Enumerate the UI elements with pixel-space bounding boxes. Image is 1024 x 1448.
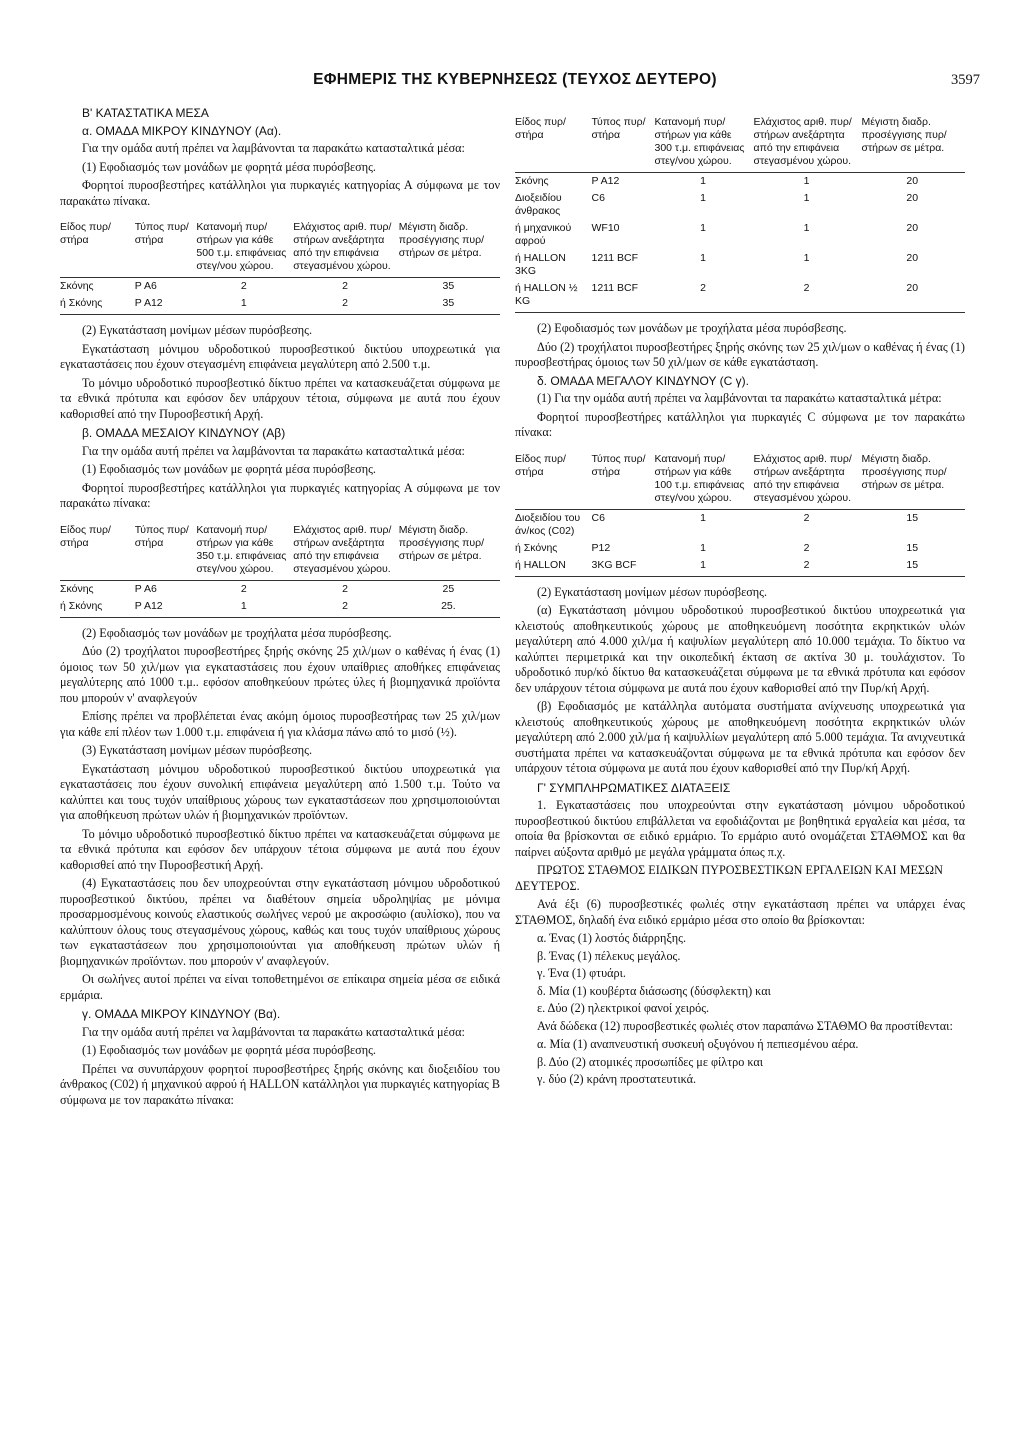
- cell-katanomi: 1: [700, 175, 706, 187]
- cell-typos: Ρ Α6: [134, 582, 157, 595]
- left-column: [60, 106, 500, 1111]
- ab-item-3-p2: Το μόνιμο υδροδοτικό πυροσβεστικό δίκτυο πρέπει να κατασκευάζεται σύμφωνα με τα εθνικά πρότυπα και εφόσον δεν υπάρχουν τέτοια σύμφωνα με αυτά που έχουν καθορισθεί από την Πυροσβεστική Αρχή.: [60, 826, 500, 872]
- table-row: [515, 540, 965, 557]
- cell-typos: Ρ Α12: [135, 598, 197, 618]
- cell-eidos: Σκόνης: [60, 280, 94, 292]
- th-katanomi: Κατανομή πυρ/στήρων για κάθε 500 τ.μ. επιφάνειας στεγ/νου χώρου.: [196, 221, 293, 278]
- cell-katanomi: 2: [240, 582, 247, 595]
- list-item: β. Ένας (1) πέλεκυς μεγάλος.: [537, 948, 681, 963]
- aa-item-1-text: Φορητοί πυροσβεστήρες κατάλληλοι για πυρκαγιές κατηγορίας Α σύμφωνα με τον παρακάτω πίνακα.: [60, 178, 500, 208]
- th-elaxistos: Ελάχιστος αριθ. πυρ/στήρων ανεξάρτητα από την επιφάνεια στεγασμένου χώρου.: [754, 116, 862, 173]
- cell-eidos: ή HALLON: [515, 557, 592, 577]
- table-row: [60, 278, 500, 296]
- extinguisher-table-ba: [515, 116, 965, 313]
- c-item-2-b: (β) Εφοδιασμός με κατάλληλα αυτόματα συστήματα ανίχνευσης υποχρεωτικά για κλειστούς αποθηκευτικούς χώρους με αποθηκευόμενη ποσότητα εκρηκτικών υλών μεγαλύτερη από 2.000 χιλ/μα ή καψυλλίων μεγαλύτερη από 5.000 τεμάχια. Τα ανιχνευτικά συστήματα πρέπει να κατασκευάζονται σύμφωνα με τα εθνικά πρότυπα και εφόσον δεν υπάρχουν τέτοια σύμφωνα με αυτά που έχουν καθορισθεί από την Πυρ/κή Αρχή.: [515, 699, 965, 775]
- cell-megisti: 25: [442, 582, 455, 595]
- cell-megisti: 35: [399, 295, 500, 315]
- list-item: α. Ένας (1) λοστός διάρρηξης.: [537, 931, 687, 945]
- cell-katanomi: 1: [196, 598, 293, 618]
- cell-typos: P12: [591, 541, 611, 554]
- table-row: [60, 598, 500, 618]
- cell-katanomi: 1: [700, 192, 706, 204]
- group-heading-ba: γ. ΟΜΑΔΑ ΜΙΚΡΟΥ ΚΙΝΔΥΝΟΥ (Βα).: [82, 1007, 281, 1021]
- station-title: ΠΡΩΤΟΣ ΣΤΑΘΜΟΣ ΕΙΔΙΚΩΝ ΠΥΡΟΣΒΕΣΤΙΚΩΝ ΕΡΓΑΛΕΙΩΝ ΚΑΙ ΜΕΣΩΝ ΔΕΥΤΕΡΟΣ.: [515, 863, 943, 893]
- th-typos: Τύπος πυρ/στήρα: [135, 221, 197, 278]
- th-megisti: Μέγιστη διαδρ. προσέγγισης πυρ/στήρων σε μέτρα.: [862, 116, 966, 173]
- cell-katanomi: 1: [700, 252, 706, 264]
- c-item-1: (1) Για την ομάδα αυτή πρέπει να λαμβάνονται τα παρακάτω κατασταλτικά μέτρα:: [537, 391, 942, 405]
- cell-eidos: ή HALLON 3KG: [515, 252, 566, 277]
- th-typos: Τύπος πυρ/στήρα: [592, 453, 655, 510]
- table-row: [515, 250, 965, 280]
- cell-typos: 1211 BCF: [592, 280, 655, 313]
- ba-intro: Για την ομάδα αυτή πρέπει να λαμβάνονται τα παρακάτω κατασταλτικά μέσα:: [82, 1024, 465, 1039]
- th-eidos: Είδος πυρ/στήρα: [515, 116, 592, 173]
- extinguisher-table-aa: [60, 221, 500, 315]
- cell-katanomi: 2: [240, 280, 247, 292]
- table-row: [515, 280, 965, 313]
- group-heading-aa: α. ΟΜΑΔΑ ΜΙΚΡΟΥ ΚΙΝΔΥΝΟΥ (Αα).: [82, 123, 282, 138]
- c-item-2-a: (α) Εγκατάσταση μόνιμου υδροδοτικού πυροσβεστικού δικτύου υποχρεωτικά για κλειστούς αποθηκευτικούς χώρους με αποθηκευόμενη ποσότητα εκρηκτικών υλών μεγαλύτερη από 4.000 χιλ/μα ή καψυλίων μεγαλύτερη από 10.000 τεμάχια. Το δίκτυο να καλύπτει περιμετρικά και την οικοπεδική έκταση σε ακτίνα 30 μ. τουλάχιστον. Το υδροδοτικό πυρ/κό δίκτυο θα κατασκευάζεται σύμφωνα με τα εθνικά πρότυπα και εφόσον δεν υπάρχουν τέτοια σύμφωνα με αυτά που έχουν καθορισθεί από την Πυρ/κή Αρχή.: [515, 603, 965, 695]
- cell-katanomi: 1: [700, 511, 706, 524]
- cell-eidos: ή Σκόνης: [60, 598, 135, 618]
- cell-megisti: 20: [906, 222, 919, 234]
- aa-item-2-p1: Εγκατάσταση μόνιμου υδροδοτικού πυροσβεστικού δικτύου υποχρεωτικά για εγκαταστάσεις που έχουν στεγασμένη επιφάνεια μεγαλύτερη από 2.500 τ.μ.: [60, 341, 500, 371]
- th-megisti: Μέγιστη διαδρ. προσέγγισης πυρ/στήρων σε μέτρα.: [399, 524, 500, 581]
- cell-typos: 1211 BCF: [591, 252, 638, 264]
- table-row: [515, 509, 965, 540]
- th-katanomi: Κατανομή πυρ/στήρων για κάθε 100 τ.μ. επιφάνειας στεγ/νου χώρου.: [655, 453, 754, 510]
- cell-katanomi: 1: [700, 541, 706, 554]
- cell-elaxistos: 2: [342, 582, 348, 595]
- g-six-stations: Ανά έξι (6) πυροσβεστικές φωλιές στην εγκατάσταση πρέπει να υπάρχει ένας ΣΤΑΘΜΟΣ, δηλαδή ένα ειδικό ερμάριο μέσα στο οποίο θα βρίσκονται:: [515, 897, 965, 927]
- cell-typos: Ρ Α12: [591, 175, 620, 187]
- cell-eidos: Διοξειδίου άνθρακος: [515, 192, 562, 217]
- group-heading-ab: β. ΟΜΑΔΑ ΜΕΣΑΙΟΥ ΚΙΝΔΥΝΟΥ (Αβ): [82, 426, 286, 440]
- group-heading-c: δ. ΟΜΑΔΑ ΜΕΓΑΛΟΥ ΚΙΝΔΥΝΟΥ (C γ).: [537, 373, 749, 388]
- cell-typos: Ρ Α6: [134, 280, 157, 292]
- th-eidos: Είδος πυρ/στήρα: [60, 221, 135, 278]
- table-row: [60, 580, 500, 598]
- th-katanomi: Κατανομή πυρ/στήρων για κάθε 300 τ.μ. επιφάνειας στεγ/νου χώρου.: [655, 116, 754, 173]
- cell-eidos: Σκόνης: [60, 582, 94, 595]
- th-megisti: Μέγιστη διαδρ. προσέγγισης πυρ/στήρων σε μέτρα.: [862, 453, 966, 510]
- cell-megisti: 15: [862, 557, 966, 577]
- table-row: [515, 190, 965, 220]
- th-eidos: Είδος πυρ/στήρα: [515, 453, 592, 510]
- aa-item-2-p2: Το μόνιμο υδροδοτικό πυροσβεστικό δίκτυο πρέπει να κατασκευάζεται σύμφωνα με τα εθνικά πρότυπα και εφόσον δεν υπάρχουν τέτοια, σύμφωνα με αυτά που έχουν καθορισθεί από την Πυροσβεστική Αρχή.: [60, 375, 500, 421]
- list-item: γ. δύο (2) κράνη προστατευτικά.: [537, 1072, 697, 1086]
- ab-item-2: (2) Εφοδιασμός των μονάδων με τροχήλατα μέσα πυρόσβεσης.: [82, 625, 392, 640]
- section-heading-g: Γ' ΣΥΜΠΛΗΡΩΜΑΤΙΚΕΣ ΔΙΑΤΑΞΕΙΣ: [537, 780, 731, 795]
- g-item-1: 1. Εγκαταστάσεις που υποχρεούνται στην εγκατάσταση μόνιμου υδροδοτικού πυροσβεστικού δικτύου επιβάλλεται να εφοδιάζονται με βοηθητικά εργαλεία και μέσα, τα οποία θα βρίσκονται σε ειδικό ερμάριο. Το ερμάριο αυτό ονομάζεται ΣΤΑΘΜΟΣ και θα παίρνει αύξοντα αριθμό με μεγάλα γράμματα όπως π.χ.: [515, 798, 965, 859]
- cell-typos: C6: [591, 511, 605, 524]
- cell-eidos: Διοξειδίου του άν/κος (C02): [515, 511, 581, 537]
- ba-item-1: (1) Εφοδιασμός των μονάδων με φορητά μέσα πυρόσβεσης.: [82, 1043, 376, 1057]
- cell-typos: 3KG BCF: [592, 557, 655, 577]
- th-elaxistos: Ελάχιστος αριθ. πυρ/στήρων ανεξάρτητα από την επιφάνεια στεγασμένου χώρου.: [293, 221, 399, 278]
- cell-katanomi: 1: [700, 222, 706, 234]
- th-megisti: Μέγιστη διαδρ. προσέγγισης πυρ/στήρων σε μέτρα.: [399, 221, 500, 278]
- th-typos: Τύπος πυρ/στήρα: [135, 524, 197, 581]
- cell-katanomi: 2: [655, 280, 754, 313]
- th-elaxistos: Ελάχιστος αριθ. πυρ/στήρων ανεξάρτητα από την επιφάνεια στεγασμένου χώρου.: [754, 453, 862, 510]
- cell-megisti: 35: [442, 280, 455, 292]
- cell-elaxistos: 1: [803, 252, 810, 264]
- cell-katanomi: 1: [196, 295, 293, 315]
- station-equipment-list: [537, 931, 965, 1017]
- right-column: [515, 116, 965, 1090]
- cell-megisti: 25.: [399, 598, 500, 618]
- table-row: [515, 220, 965, 250]
- ab-item-3: (3) Εγκατάσταση μονίμων μέσων πυρόσβεσης.: [82, 743, 313, 757]
- table-row: [515, 557, 965, 577]
- cell-elaxistos: 1: [803, 175, 810, 187]
- cell-typos: Ρ Α12: [135, 295, 197, 315]
- ab-item-4: (4) Εγκαταστάσεις που δεν υποχρεούνται στην εγκατάσταση μόνιμου υδροδοτικού πυροσβεστικού δικτύου, πρέπει να διαθέτουν σημεία υδροληψίας με μόνιμα προσαρμοσμένους κοινούς ελαστικούς σωλήνες νερού με ακροσώφιο (αυλίσκο), που να καλύπτουν όλους τους στεγασμένους χώρους, καθώς και τους τυχόν υπαίθριους χώρους των εγκαταστάσεων που χρησιμοποιούνται για αποθήκευση πρώτων υλών ή βιομηχανικών προϊόντων. που μπορούν ν' αναφλεγούν.: [60, 876, 500, 968]
- c-item-1-text: Φορητοί πυροσβεστήρες κατάλληλοι για πυρκαγιές C σύμφωνα με τον παρακάτω πίνακα:: [515, 409, 965, 439]
- cell-elaxistos: 2: [293, 598, 399, 618]
- list-item: ε. Δύο (2) ηλεκτρικοί φανοί χειρός.: [537, 1001, 710, 1015]
- cell-megisti: 20: [906, 175, 919, 187]
- cell-katanomi: 1: [655, 557, 754, 577]
- ab-item-2-p1: Δύο (2) τροχήλατοι πυροσβεστήρες ξηρής σκόνης 25 χιλ/μων ο καθένας ή ένας (1) όμοιος των 50 χιλ/μων για εγκαταστάσεις που έχουν υπαίθριες αποθήκες επιφάνειας μεγαλύτερης από 1000 τ.μ.. εφόσον αποθηκεύουν πρώτες ύλες ή βιομηχανικά προϊόντα που μπορούν ν' αναφλεγούν: [60, 644, 500, 705]
- list-item: δ. Μία (1) κουβέρτα διάσωσης (δύσφλεκτη) και: [537, 983, 771, 998]
- cell-elaxistos: 2: [342, 280, 348, 292]
- cell-eidos: ή μηχανικού αφρού: [515, 222, 572, 247]
- th-eidos: Είδος πυρ/στήρα: [60, 524, 135, 581]
- ab-item-4-p2: Οι σωλήνες αυτοί πρέπει να είναι τοποθετημένοι σε επίκαιρα σημεία μέσα σε ειδικά ερμάρια.: [60, 972, 500, 1002]
- list-item: β. Δύο (2) ατομικές προσωπίδες με φίλτρο και: [537, 1054, 764, 1069]
- table-row: [60, 295, 500, 315]
- list-item: α. Μία (1) αναπνευστική συσκευή οξυγόνου ή πεπιεσμένου αέρα.: [537, 1037, 859, 1051]
- cell-elaxistos: 2: [754, 280, 862, 313]
- cell-megisti: 20: [862, 280, 966, 313]
- table-row: [515, 173, 965, 191]
- ba-item-1-text: Πρέπει να συνυπάρχουν φορητοί πυροσβεστήρες ξηρής σκόνης και διοξειδίου του άνθρακος (C02) ή μηχανικού αφρού ή HALLON κατάλληλοι για πυρκαγιές κατηγορίας Β σύμφωνα με τον παρακάτω πίνακα:: [60, 1061, 500, 1107]
- extinguisher-table-ab: [60, 524, 500, 618]
- ab-item-3-p1: Εγκατάσταση μόνιμου υδροδοτικού πυροσβεστικού δικτύου υποχρεωτικά για εγκαταστάσεις που έχουν συνολική επιφάνεια μεγαλύτερη από 1.500 τ.μ. Τούτο να καλύπτει και τους τυχόν υπαίθριους χώρους των εγκαταστάσεων που χρησιμοποιούνται για αποθήκευση πρώτων υλών ή βιομηχανικών προϊόντων.: [60, 761, 500, 822]
- aa-intro: Για την ομάδα αυτή πρέπει να λαμβάνονται τα παρακάτω κατασταλτικά μέσα:: [82, 141, 465, 155]
- ab-item-2-p2: Επίσης πρέπει να προβλέπεται ένας ακόμη όμοιος πυροσβεστήρας των 25 χιλ/μων για κάθε επί πλέον των 1.000 τ.μ. επιφάνεια ή για κλάσμα πάνω από το μισό (½).: [60, 709, 500, 739]
- additional-equipment-list: [537, 1037, 965, 1088]
- th-elaxistos: Ελάχιστος αριθ. πυρ/στήρων ανεξάρτητα από την επιφάνεια στεγασμένου χώρου.: [293, 524, 399, 581]
- ab-item-1-text: Φορητοί πυροσβεστήρες κατάλληλοι για πυρκαγιές κατηγορίας Α σύμφωνα με τον παρακάτω πίνακα:: [60, 480, 500, 510]
- list-item: γ. Ένα (1) φτυάρι.: [537, 966, 626, 980]
- cell-elaxistos: 2: [293, 295, 399, 315]
- g-twelve-stations: Ανά δώδεκα (12) πυροσβεστικές φωλιές στον παραπάνω ΣΤΑΘΜΟ θα προστίθενται:: [537, 1018, 953, 1033]
- page-header: [50, 70, 980, 94]
- th-katanomi: Κατανομή πυρ/στήρων για κάθε 350 τ.μ. επιφάνειας στεγ/νου χώρου.: [196, 524, 293, 581]
- cell-eidos: ή Σκόνης: [515, 541, 558, 554]
- th-typos: Τύπος πυρ/στήρα: [592, 116, 655, 173]
- ab-intro: Για την ομάδα αυτή πρέπει να λαμβάνονται τα παρακάτω κατασταλτικά μέσα:: [82, 443, 465, 458]
- cell-typos: WF10: [591, 222, 620, 234]
- aa-item-1: (1) Εφοδιασμός των μονάδων με φορητά μέσα πυρόσβεσης.: [82, 159, 376, 174]
- cell-elaxistos: 2: [803, 511, 810, 524]
- page-number: 3597: [951, 72, 980, 88]
- gazette-title: ΕΦΗΜΕΡΙΣ ΤΗΣ ΚΥΒΕΡΝΗΣΕΩΣ (ΤΕΥΧΟΣ ΔΕΥΤΕΡΟ): [313, 71, 717, 88]
- cell-typos: C6: [591, 192, 605, 204]
- ab-item-1: (1) Εφοδιασμός των μονάδων με φορητά μέσα πυρόσβεσης.: [82, 462, 376, 476]
- cell-elaxistos: 1: [803, 222, 810, 234]
- section-heading-b: Β' ΚΑΤΑΣΤΑΤΙΚΑ ΜΕΣΑ: [82, 106, 209, 120]
- ba-item-2: (2) Εφοδιασμός των μονάδων με τροχήλατα μέσα πυρόσβεσης.: [537, 321, 847, 335]
- cell-eidos: ή HALLON ½ KG: [515, 280, 592, 313]
- extinguisher-table-c: [515, 453, 965, 577]
- c-item-2: (2) Εγκατάσταση μονίμων μέσων πυρόσβεσης.: [537, 584, 768, 599]
- cell-elaxistos: 2: [803, 541, 810, 554]
- cell-elaxistos: 2: [754, 557, 862, 577]
- cell-megisti: 20: [906, 192, 919, 204]
- cell-megisti: 15: [906, 511, 919, 524]
- cell-eidos: Σκόνης: [515, 175, 549, 187]
- ba-item-2-text: Δύο (2) τροχήλατοι πυροσβεστήρες ξηρής σκόνης των 25 χιλ/μων ο καθένας ή ένας (1) πυροσβεστήρας όμοιος των 50 χιλ/μων σε κάθε εγκατάσταση.: [515, 339, 965, 369]
- cell-megisti: 20: [906, 252, 919, 264]
- cell-megisti: 15: [906, 541, 919, 554]
- cell-eidos: ή Σκόνης: [60, 295, 135, 315]
- aa-item-2: (2) Εγκατάσταση μονίμων μέσων πυρόσβεσης.: [82, 323, 313, 337]
- cell-elaxistos: 1: [803, 192, 810, 204]
